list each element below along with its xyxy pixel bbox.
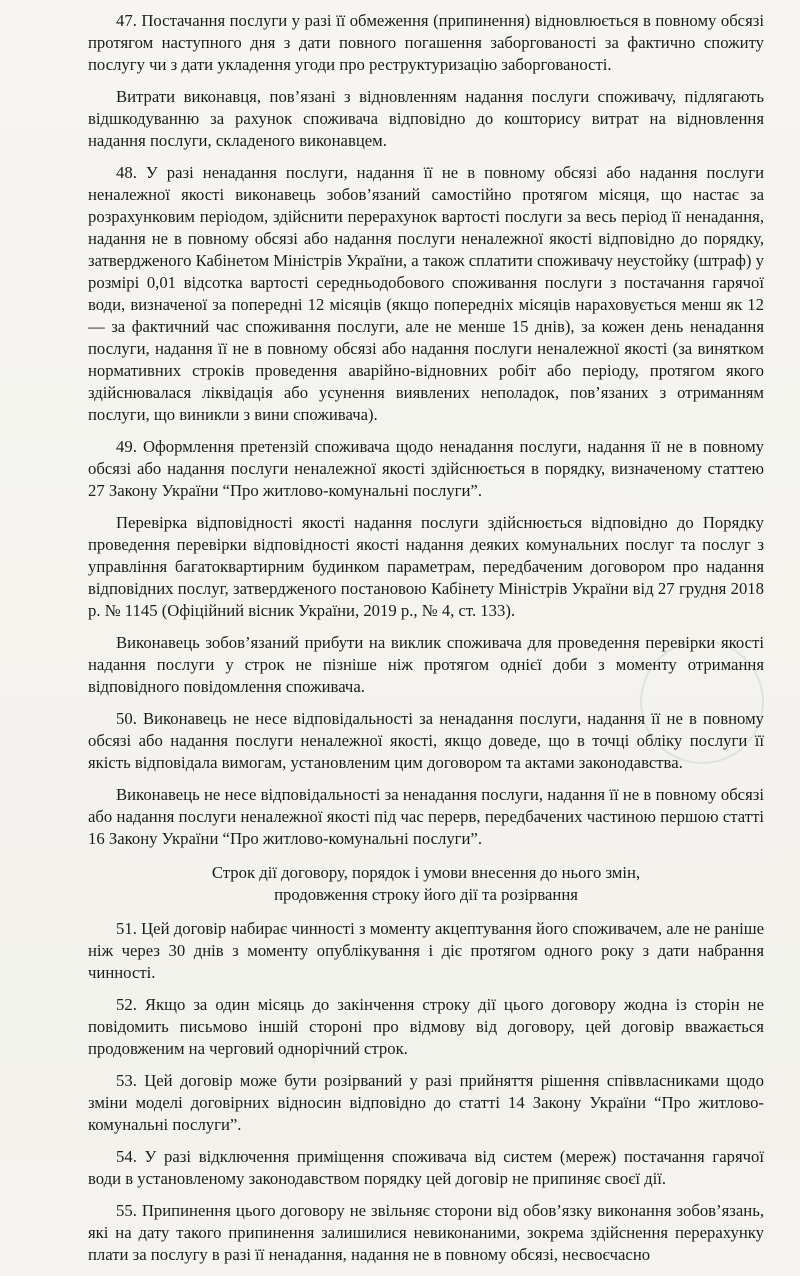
paragraph-47: 47. Постачання послуги у разі її обмеження (припинення) відновлюється в повному обсязі протягом наступного дня з дати повного погашення заборгованості за фактично спожиту послугу чи з дати укладення угоди про реструктуризацію заборгованості.: [88, 11, 764, 74]
section-heading-line-2: продовження строку його дії та розірвання: [274, 885, 578, 904]
paragraph-50: 50. Виконавець не несе відповідальності за ненадання послуги, надання її не в повному обсязі або надання послуги неналежної якості, якщо доведе, що в точці обліку послуги її якість відповідала вимогам, установленим цим договором та актами законодавства.: [88, 709, 764, 772]
section-heading: [88, 862, 764, 906]
paragraph-52: 52. Якщо за один місяць до закінчення строку дії цього договору жодна із сторін не повідомить письмово іншій стороні про відмову від договору, цей договір вважається продовженим на черговий однорічний строк.: [88, 995, 764, 1058]
paragraph-53: 53. Цей договір може бути розірваний у разі прийняття рішення співвласниками щодо зміни моделі договірних відносин відповідно до статті 14 Закону України “Про житлово-комунальні послуги”.: [88, 1071, 764, 1134]
paragraph-49: 49. Оформлення претензій споживача щодо ненадання послуги, надання її не в повному обсязі або надання послуги неналежної якості здійснюється в порядку, визначеному статтею 27 Закону України “Про житлово-комунальні послуги”.: [88, 437, 764, 500]
paragraph-48: 48. У разі ненадання послуги, надання її не в повному обсязі або надання послуги неналежної якості виконавець зобов’язаний самостійно протягом місяця, що настає за розрахунковим періодом, здійснити перерахунок вартості послуги за весь період її ненадання, надання не в повному обсязі або надання послуги неналежної якості відповідно до порядку, затвердженого Кабінетом Міністрів України, а також сплатити споживачу неустойку (штраф) у розмірі 0,01 відсотка вартості середньодобового споживання послуги з постачання гарячої води, визначеної за попередні 12 місяців (якщо попередніх місяців нараховується менш як 12 — за фактичний час споживання послуги, але не менше 15 днів), за кожен день ненадання послуги, надання її не в повному обсязі або надання послуги неналежної якості (за винятком нормативних строків проведення аварійно-відновних робіт або періоду, протягом якого здійснювалася ліквідація або усунення виявлених неполадок, пов’язаних з отриманням послуги, що виникли з вини споживача).: [88, 163, 764, 424]
paragraph-55: 55. Припинення цього договору не звільняє сторони від обов’язку виконання зобов’язань, які на дату такого припинення залишилися невиконаними, зокрема здійснення перерахунку плати за послугу в разі її ненадання, надання не в повному обсязі, несвоєчасно: [88, 1201, 764, 1264]
section-heading-line-1: Строк дії договору, порядок і умови внесення до нього змін,: [211, 863, 641, 882]
paragraph-47-costs: Витрати виконавця, пов’язані з відновленням надання послуги споживачу, підлягають відшкодуванню за рахунок споживача відповідно до кошторису витрат на відновлення надання послуги, складеного виконавцем.: [88, 87, 764, 150]
paragraph-50-interruptions: Виконавець не несе відповідальності за ненадання послуги, надання її не в повному обсязі або надання послуги неналежної якості під час перерв, передбачених частиною першою статті 16 Закону України “Про житлово-комунальні послуги”.: [88, 785, 764, 848]
paragraph-51: 51. Цей договір набирає чинності з моменту акцептування його споживачем, але не раніше ніж через 30 днів з моменту опублікування і діє протягом одного року з дати набрання чинності.: [88, 919, 764, 982]
paragraph-54: 54. У разі відключення приміщення споживача від систем (мереж) постачання гарячої води в установленому законодавством порядку цей договір не припиняє своєї дії.: [88, 1147, 764, 1188]
document-body: [88, 10, 764, 1276]
paragraph-49-inspection: Перевірка відповідності якості надання послуги здійснюється відповідно до Порядку проведення перевірки відповідності якості надання деяких комунальних послуг та послуг з управління багатоквартирним будинком параметрам, передбаченим договором про надання відповідних послуг, затвердженого постановою Кабінету Міністрів України від 27 грудня 2018 р. № 1145 (Офіційний вісник України, 2019 р., № 4, ст. 133).: [88, 513, 764, 620]
paragraph-49-arrival: Виконавець зобов’язаний прибути на виклик споживача для проведення перевірки якості надання послуги у строк не пізніше ніж протягом однієї доби з моменту отримання відповідного повідомлення споживача.: [88, 633, 764, 696]
